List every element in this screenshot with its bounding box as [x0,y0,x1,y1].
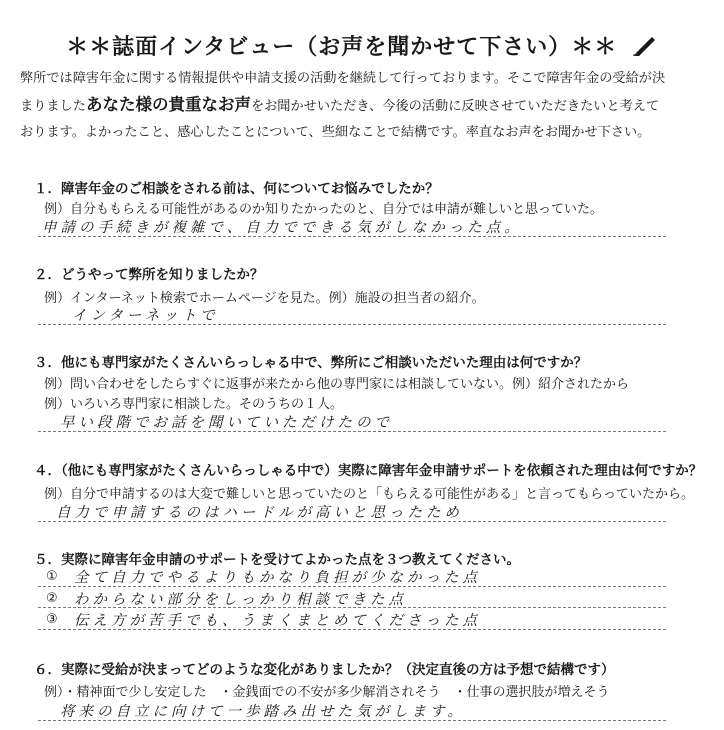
intro-line-1: 弊所では障害年金に関する情報提供や申請支援の活動を継続して行っております。そこで障害年金の受給が決 [20,71,666,86]
question-3-example-1: 例）問い合わせをしたらすぐに返事が来たから他の専門家には相談していない。例）紹介されたから [44,377,630,392]
intro-emphasis: あなた様の貴重なお声 [85,95,251,114]
question-2: ２．どうやって弊所を知りましたか？ [34,267,264,283]
question-1-example: 例）自分ももらえる可能性があるのか知りたかったのと、自分では申請が難しいと思っていた。 [44,202,604,217]
answer-line [38,720,666,721]
question-1: １．障害年金のご相談をされる前は、何についてお悩みでしたか？ [34,181,439,197]
question-4: ４．（他にも専門家がたくさんいらっしゃる中で）実際に障害年金申請サポートを依頼された理由は何ですか？ [34,463,703,479]
question-3-answer: 早い段階でお話を聞いていただけたので [60,415,393,431]
question-5-answer-3: 伝え方が苦手でも、うまくまとめてくださった点 [74,613,481,629]
question-4-answer: 自力で申請するのはハードルが高いと思ったため [56,505,463,521]
question-6-answer: 将来の自立に向けて一歩踏み出せた気がします。 [60,704,466,720]
answer-line [38,607,666,608]
question-5-answer-1: 全て自力でやるよりもかなり負担が少なかった点 [74,570,481,586]
pen-icon [632,34,658,62]
question-3: ３．他にも専門家がたくさんいらっしゃる中で、弊所にご相談いただいた理由は何ですか？ [34,355,588,371]
intro-line-2-b: をお聞かせいただき、今後の活動に反映させていただきたいと考えて [250,99,660,114]
answer-line [38,521,666,522]
answer-line [38,586,666,587]
answer-number-1: ① [46,569,58,584]
question-3-example-2: 例）いろいろ専門家に相談した。そのうちの１人。 [44,397,344,412]
answer-number-2: ② [46,591,58,606]
answer-line [38,236,666,237]
answer-line [38,431,666,432]
intro-line-2 [20,92,704,120]
question-5: ５．実際に障害年金申請のサポートを受けてよかった点を３つ教えてください。 [34,552,520,568]
question-2-answer: インターネットで [72,308,219,324]
question-6-example: 例）・精神面で少し安定した ・金銭面での不安が多少解消されそう ・仕事の選択肢が増えそう [44,685,610,700]
answer-line [38,324,666,325]
intro-paragraph [20,66,704,146]
intro-line-3: おります。よかったこと、感心したことについて、些細なことで結構です。率直なお声をお聞かせ下さい。 [20,125,651,140]
question-5-answer-2: わからない部分をしっかり相談できた点 [74,592,407,608]
question-2-example: 例）インターネット検索でホームページを見た。例）施設の担当者の紹介。 [44,291,485,306]
answer-number-3: ③ [46,612,58,627]
question-1-answer: 申請の手続きが複雑で、自力でできる気がしなかった点。 [42,220,523,236]
title-text: ＊＊誌面インタビュー（お声を聞かせて下さい）＊＊ [66,35,618,60]
question-6: ６．実際に受給が決まってどのような変化がありましたか？（決定直後の方は予想で結構です） [34,662,615,678]
page-title [0,30,724,62]
question-4-example: 例）自分で申請するのは大変で難しいと思っていたのと「もらえる可能性がある」と言ってもらっていたから。 [44,487,695,502]
intro-line-2-a: まりました [20,99,86,114]
answer-line [38,629,666,630]
